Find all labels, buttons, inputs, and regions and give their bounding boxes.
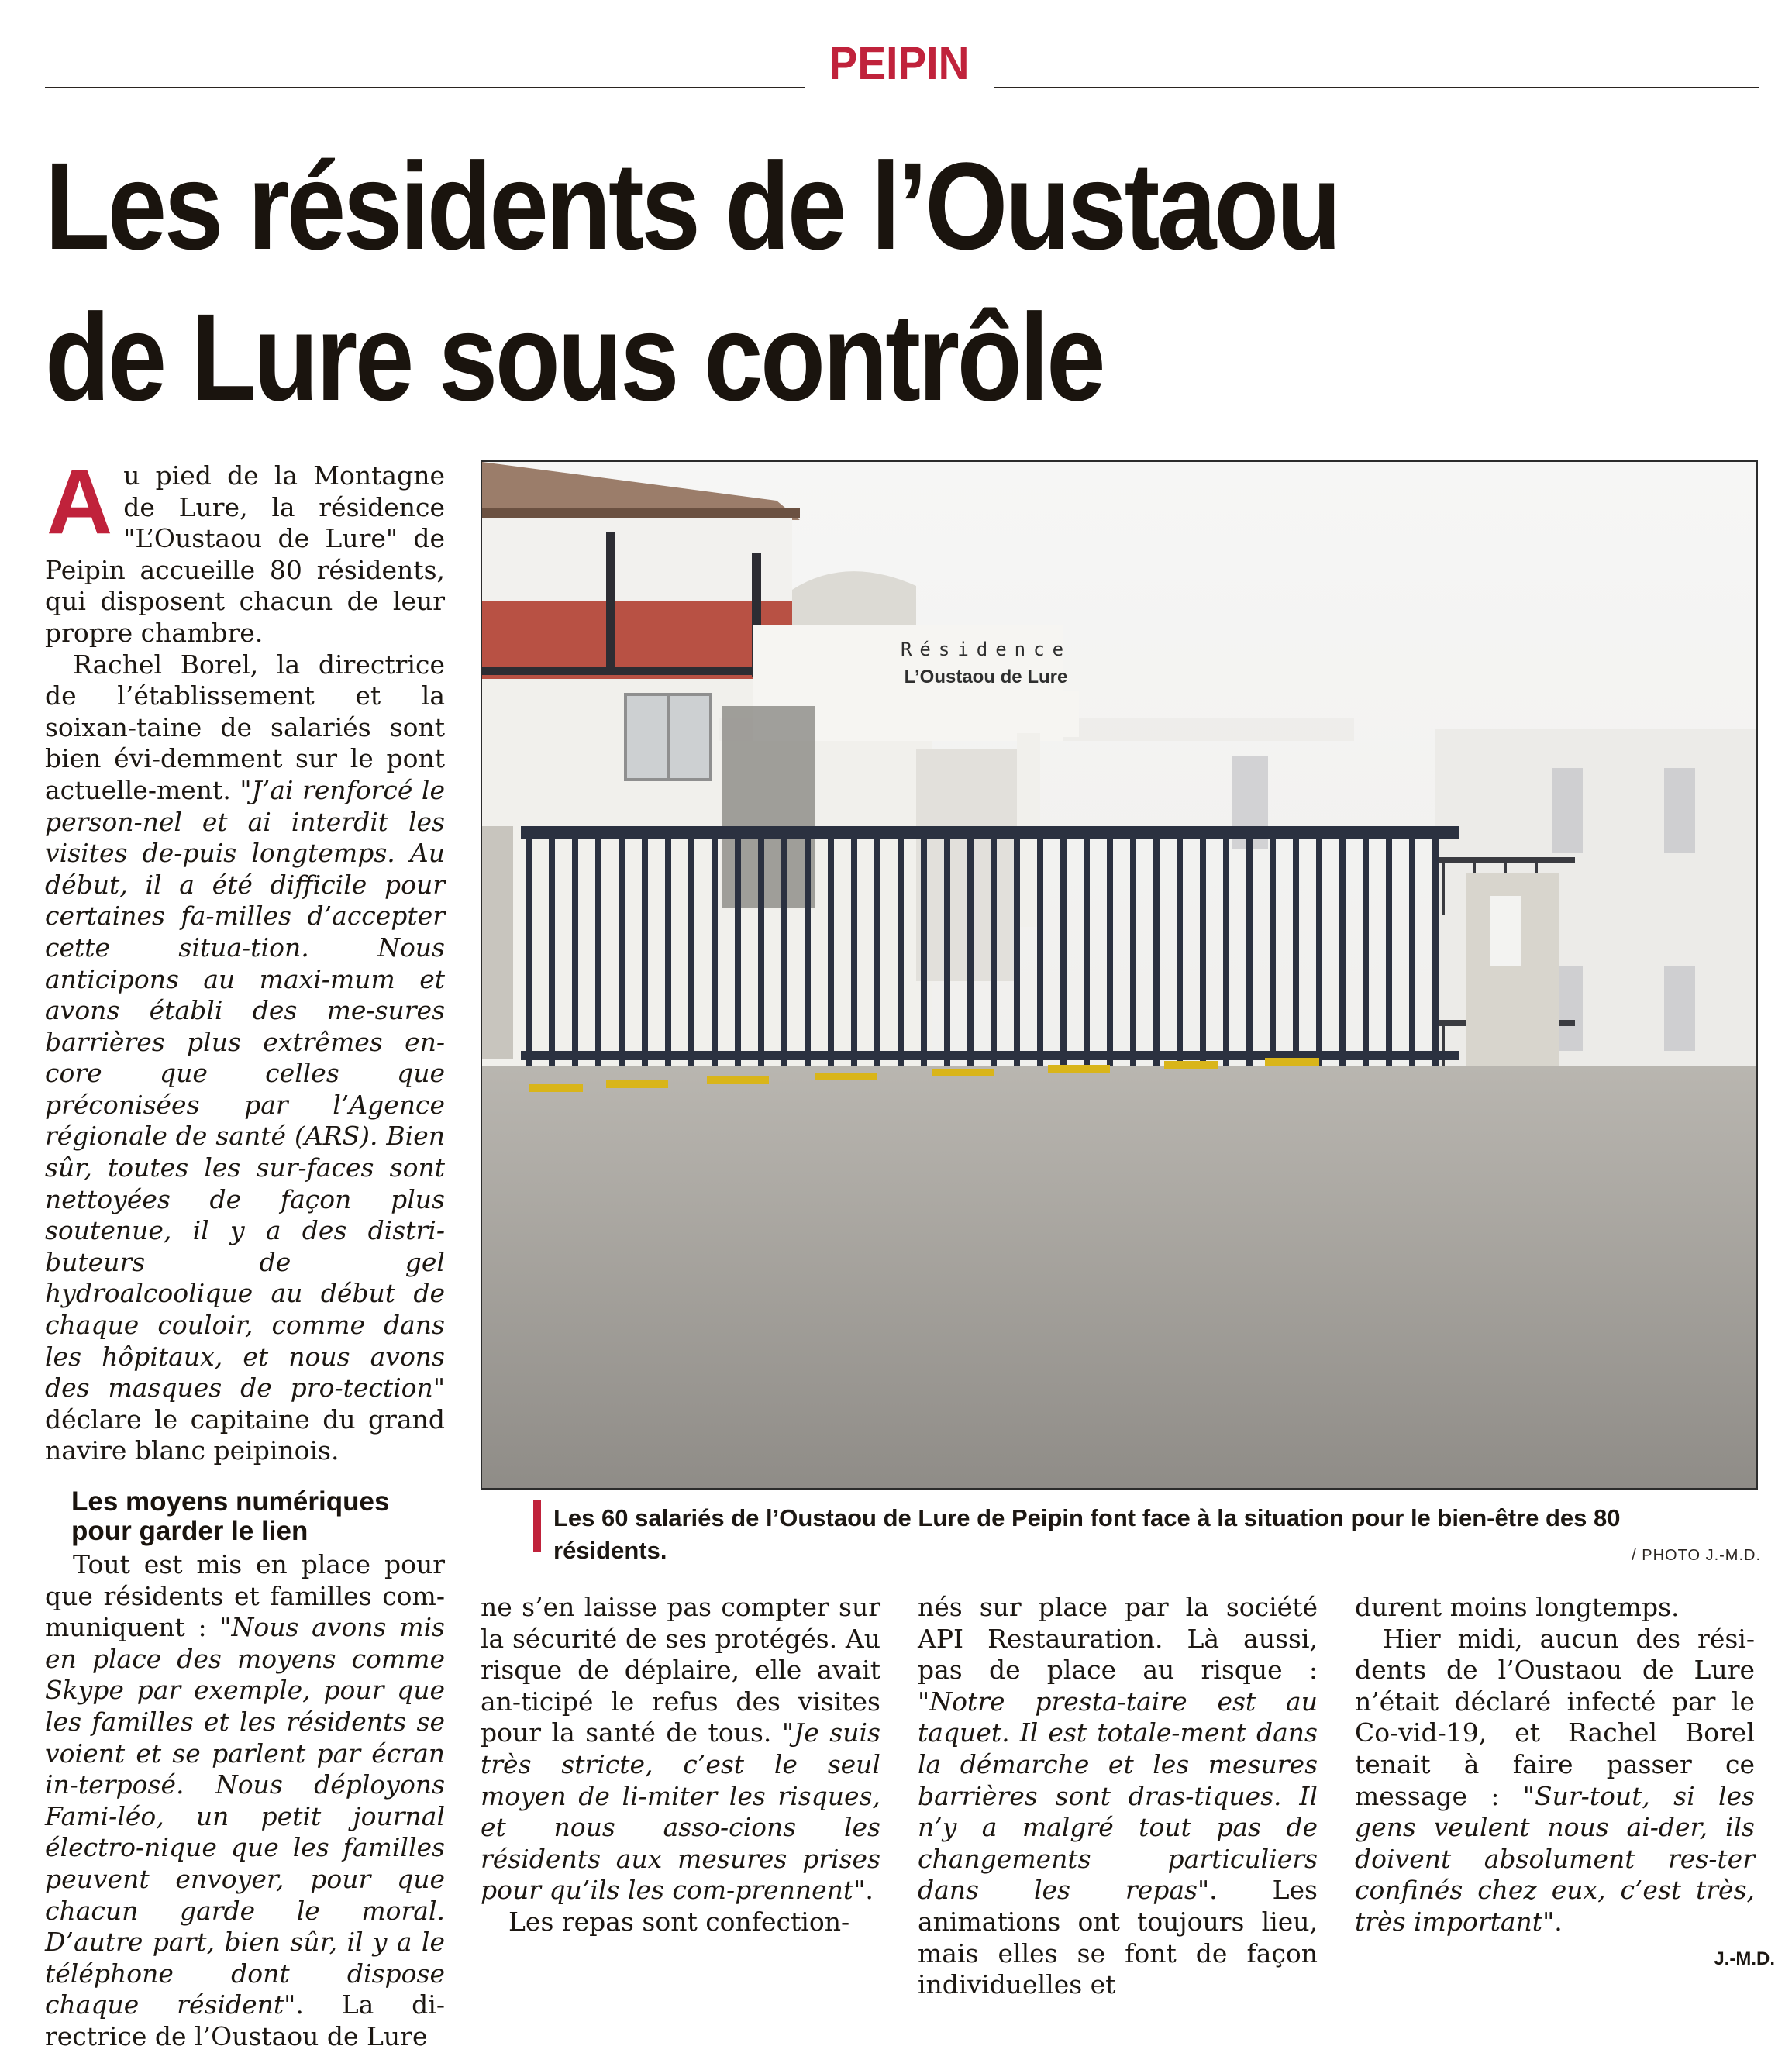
residence-photo-illustration	[482, 462, 1758, 1490]
photo-credit: / PHOTO J.-M.D.	[1632, 1547, 1761, 1564]
article-column-2: ne s’en laisse pas compter sur la sécurité de ses protégés. Au risque de déplaire, elle avait an-ticipé le refus des visites pour la santé de tous. "Je suis très stricte, c’est le seul moyen de li-miter les risques, et nous asso-cions les résidents aux mesures prises pour qu’ils les com-prennent". Les repas sont confection-	[481, 1592, 880, 1937]
section-rubric: PEIPIN	[829, 37, 970, 89]
photo-caption: Les 60 salariés de l’Oustaou de Lure de Peipin font face à la situation pour le bien-être des 80 résidents.	[553, 1504, 1621, 1564]
caption-accent-bar	[533, 1500, 541, 1552]
author-signature: J.-M.D.	[1714, 1948, 1775, 1969]
article-column-3: nés sur place par la société API Restauration. Là aussi, pas de place au risque : "Notre presta-taire est au taquet. Il est totale-ment dans la démarche et les mesures barrières sont dras-tiques. Il n’y a malgré tout pas de changements particuliers dans les repas". Les animations ont toujours lieu, mais elles se font de façon individuelles et	[918, 1592, 1318, 2000]
header-rule-right	[994, 87, 1759, 88]
headline-line-2: de Lure sous contrôle	[45, 288, 1104, 426]
header-rule-left	[45, 87, 805, 88]
article-column-4: durent moins longtemps. Hier midi, aucun des rési-dents de l’Oustaou de Lure n’était déclaré infecté par le Co-vid-19, et Rachel Borel tenait à faire passer ce message : "Sur-tout, si les gens veulent nous ai-der, ils doivent absolument res-ter confinés chez eux, c’est très, très important".	[1355, 1592, 1756, 1937]
residence-sign-line-2: L’Oustaou de Lure	[904, 667, 1068, 687]
headline	[45, 130, 1532, 432]
residence-sign-line-1: Résidence	[900, 639, 1072, 660]
article-photo	[481, 460, 1758, 1490]
headline-line-1: Les résidents de l’Oustaou	[45, 136, 1339, 275]
article-column-1: Au pied de la Montagne de Lure, la résidence "L’Oustaou de Lure" de Peipin accueille 80 résidents, qui disposent chacun de leur propre chambre. Rachel Borel, la directrice de l’établissement et la soixan-taine de salariés sont bien évi-demment sur le pont actuelle-ment. "J’ai renforcé le person-nel et ai interdit les visites de-puis longtemps. Au début, il a été difficile pour certaines fa-milles d’accepter cette situa-tion. Nous anticipons au maxi-mum et avons établi des me-sures barrières plus extrêmes en-core que celles que préconisées par l’Agence régionale de santé (ARS). Bien sûr, toutes les sur-faces sont nettoyées de façon plus soutenue, il y a des distri-buteurs de gel hydroalcoolique au début de chaque couloir, comme dans les hôpitaux, et nous avons des masques de pro-tection" déclare le capitaine du grand navire blanc peipinois. Les moyens numériques pour garder le lien Tout est mis en place pour que résidents et familles com-muniquent : "Nous avons mis en place des moyens comme Skype par exemple, pour que les familles et les résidents se voient et se parlent par écran in-terposé. Nous déployons Fami-léo, un petit journal électro-nique que les familles peuvent envoyer, pour que chacun garde le moral. D’autre part, bien sûr, il y a le téléphone dont dispose chaque résident". La di-rectrice de l’Oustaou de Lure	[45, 451, 445, 2051]
